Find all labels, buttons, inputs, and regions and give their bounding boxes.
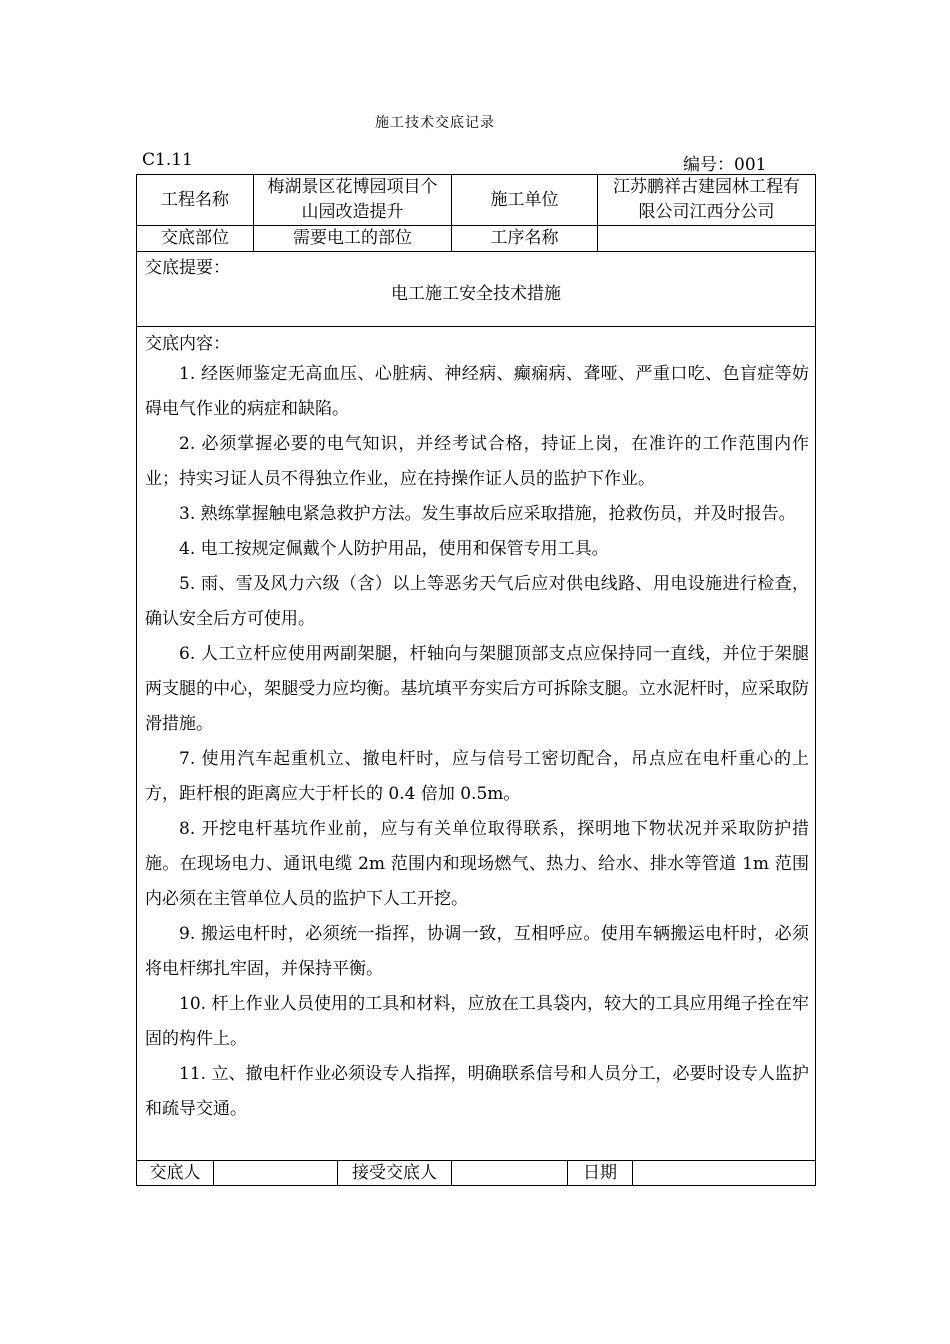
document-title: 施工技术交底记录 — [375, 115, 495, 131]
receiver-value — [452, 1161, 567, 1185]
content-item: 6. 人工立杆应使用两副架腿，杆轴向与架腿顶部支点应保持同一直线，并位于架腿两支腿的中心，架腿受力应均衡。基坑填平夯实后方可拆除支腿。立水泥杆时，应采取防滑措施。 — [145, 644, 809, 734]
project-name-value: 梅湖景区花博园项目个山园改造提升 — [267, 177, 438, 222]
content-label: 交底内容： — [145, 334, 230, 354]
contractor-value: 江苏鹏祥古建园林工程有限公司江西分公司 — [613, 177, 800, 222]
content-item: 4. 电工按规定佩戴个人防护用品，使用和保管专用工具。 — [179, 539, 609, 559]
project-name-label: 工程名称 — [161, 189, 229, 210]
summary-text: 电工施工安全技术措施 — [391, 284, 561, 304]
content-body — [145, 357, 809, 1127]
record-number: 编号：001 — [683, 155, 767, 175]
content-item: 11. 立、撤电杆作业必须设专人指挥，明确联系信号和人员分工，必要时设专人监护和疏导交通。 — [145, 1064, 809, 1119]
content-item: 8. 开挖电杆基坑作业前，应与有关单位取得联系，探明地下物状况并采取防护措施。在现场电力、通讯电缆 2m 范围内和现场燃气、热力、给水、排水等管道 1m 范围内必须在主管单位人员的监护下人工开挖。 — [145, 819, 809, 909]
location-value: 需要电工的部位 — [293, 228, 412, 248]
content-item: 9. 搬运电杆时，必须统一指挥，协调一致，互相呼应。使用车辆搬运电杆时，必须将电杆绑扎牢固，并保持平衡。 — [145, 924, 809, 979]
disclosure-form-table — [136, 174, 816, 1186]
process-value — [598, 226, 815, 251]
content-item: 3. 熟练掌握触电紧急救护方法。发生事故后应采取措施，抢救伤员，并及时报告。 — [179, 504, 796, 524]
summary-label: 交底提要： — [145, 258, 230, 278]
row-divider — [137, 251, 815, 252]
content-item: 2. 必须掌握必要的电气知识，并经考试合格，持证上岗，在准许的工作范围内作业；持实习证人员不得独立作业，应在持操作证人员的监护下作业。 — [145, 434, 809, 489]
receiver-label: 接受交底人 — [352, 1162, 437, 1183]
contractor-label: 施工单位 — [490, 189, 559, 210]
presenter-value — [214, 1161, 337, 1185]
content-item: 7. 使用汽车起重机立、撤电杆时，应与信号工密切配合，吊点应在电杆重心的上方，距杆根的距离应大于杆长的 0.4 倍加 0.5m。 — [145, 749, 809, 804]
presenter-label: 交底人 — [149, 1162, 201, 1183]
date-value — [633, 1161, 815, 1185]
process-label: 工序名称 — [490, 228, 559, 248]
content-item: 10. 杆上作业人员使用的工具和材料，应放在工具袋内，较大的工具应用绳子拴在牢固的构件上。 — [145, 994, 809, 1049]
row-divider — [137, 326, 815, 327]
content-item: 1. 经医师鉴定无高血压、心脏病、神经病、癫痫病、聋哑、严重口吃、色盲症等妨碍电气作业的病症和缺陷。 — [145, 364, 809, 419]
date-label: 日期 — [583, 1162, 617, 1183]
location-label: 交底部位 — [161, 228, 229, 248]
content-item: 5. 雨、雪及风力六级（含）以上等恶劣天气后应对供电线路、用电设施进行检查，确认安全后方可使用。 — [145, 574, 809, 629]
form-code: C1.11 — [142, 150, 193, 170]
